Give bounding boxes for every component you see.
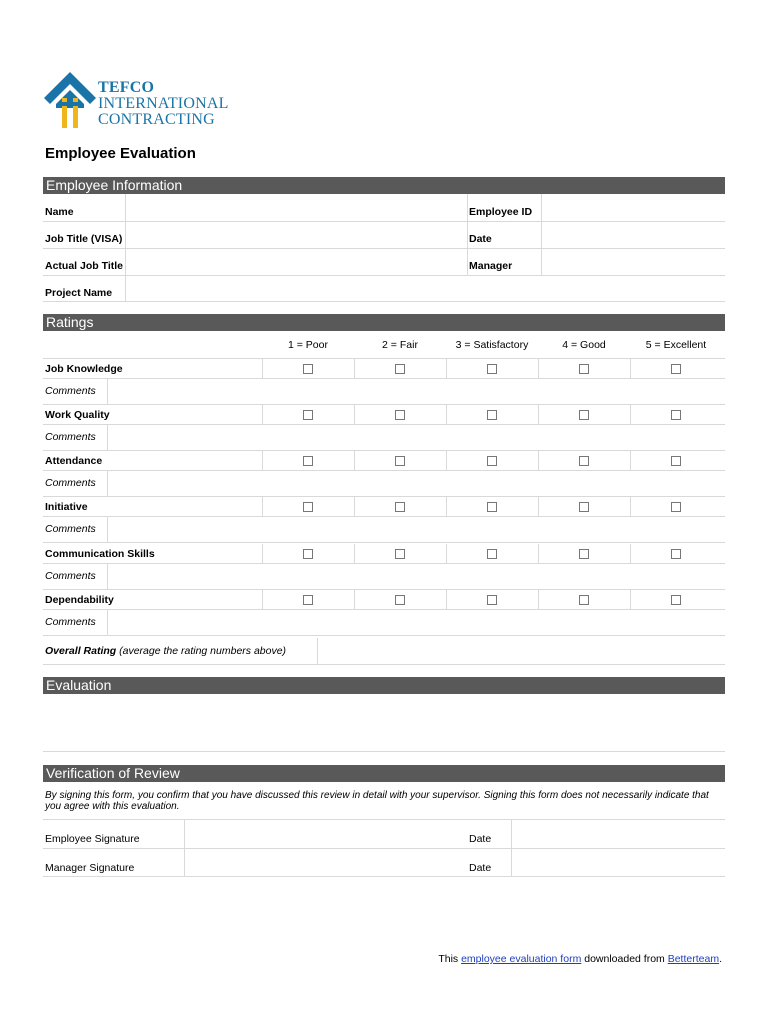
comments-field-dependability[interactable] xyxy=(108,610,724,636)
divider xyxy=(43,275,725,276)
divider xyxy=(43,664,725,665)
rating-checkbox-dependability-4[interactable] xyxy=(579,595,589,605)
evaluation-heading: Evaluation xyxy=(46,677,112,693)
divider xyxy=(538,497,539,516)
evaluation-text-area[interactable] xyxy=(43,695,725,751)
date-field[interactable] xyxy=(542,221,724,248)
divider xyxy=(43,542,725,543)
divider xyxy=(446,590,447,609)
divider xyxy=(538,590,539,609)
divider xyxy=(43,404,725,405)
rating-checkbox-job-knowledge-4[interactable] xyxy=(579,364,589,374)
divider xyxy=(538,359,539,378)
divider xyxy=(354,497,355,516)
divider xyxy=(630,451,631,470)
rating-label-attendance: Attendance xyxy=(45,455,103,467)
scale-header-3: 3 = Satisfactory xyxy=(455,339,529,351)
rating-checkbox-communication-skills-1[interactable] xyxy=(303,549,313,559)
manager-signature-date-label: Date xyxy=(469,862,492,874)
rating-checkbox-initiative-3[interactable] xyxy=(487,502,497,512)
divider xyxy=(354,544,355,563)
actual-job-title-field[interactable] xyxy=(126,248,467,275)
divider xyxy=(446,451,447,470)
rating-checkbox-job-knowledge-2[interactable] xyxy=(395,364,405,374)
rating-checkbox-attendance-4[interactable] xyxy=(579,456,589,466)
scale-header-5: 5 = Excellent xyxy=(645,339,707,351)
divider xyxy=(262,405,263,424)
house-logo-icon xyxy=(44,72,96,132)
logo-line-2: INTERNATIONAL xyxy=(98,95,229,112)
comments-label: Comments xyxy=(45,570,96,582)
employee-signature-date-label: Date xyxy=(469,833,492,845)
comments-field-work-quality[interactable] xyxy=(108,425,724,451)
divider xyxy=(630,544,631,563)
project-name-field[interactable] xyxy=(126,275,724,302)
rating-label-work-quality: Work Quality xyxy=(45,409,110,421)
betterteam-link[interactable]: Betterteam xyxy=(667,953,720,965)
divider xyxy=(354,590,355,609)
overall-rating-field[interactable] xyxy=(318,638,724,664)
rating-checkbox-dependability-5[interactable] xyxy=(671,595,681,605)
divider xyxy=(43,221,725,222)
divider xyxy=(446,497,447,516)
employee-signature-label: Employee Signature xyxy=(45,833,140,845)
divider xyxy=(262,451,263,470)
employee-id-label: Employee ID xyxy=(469,206,533,218)
rating-checkbox-communication-skills-2[interactable] xyxy=(395,549,405,559)
rating-checkbox-job-knowledge-1[interactable] xyxy=(303,364,313,374)
rating-checkbox-dependability-2[interactable] xyxy=(395,595,405,605)
job-title-label: Job Title (VISA) xyxy=(45,233,123,245)
divider xyxy=(511,820,512,876)
manager-field[interactable] xyxy=(542,248,724,275)
rating-checkbox-attendance-3[interactable] xyxy=(487,456,497,466)
divider xyxy=(262,544,263,563)
verification-header xyxy=(43,765,725,782)
job-title-field[interactable] xyxy=(126,221,467,248)
rating-checkbox-work-quality-5[interactable] xyxy=(671,410,681,420)
employee-info-heading: Employee Information xyxy=(46,177,183,193)
rating-checkbox-communication-skills-5[interactable] xyxy=(671,549,681,559)
divider xyxy=(43,450,725,451)
rating-checkbox-attendance-5[interactable] xyxy=(671,456,681,466)
footer-prefix: This xyxy=(438,953,459,965)
divider xyxy=(541,194,542,275)
scale-header-2: 2 = Fair xyxy=(382,339,418,351)
divider xyxy=(467,194,468,275)
employee-evaluation-form-link[interactable]: employee evaluation form xyxy=(461,953,582,965)
ratings-header xyxy=(43,314,725,331)
rating-checkbox-work-quality-2[interactable] xyxy=(395,410,405,420)
rating-checkbox-work-quality-4[interactable] xyxy=(579,410,589,420)
logo-line-3: CONTRACTING xyxy=(98,111,215,128)
comments-label: Comments xyxy=(45,616,96,628)
divider xyxy=(43,248,725,249)
scale-header-1: 1 = Poor xyxy=(288,339,328,351)
divider xyxy=(43,751,725,752)
divider xyxy=(630,405,631,424)
manager-signature-date-field[interactable] xyxy=(512,849,724,877)
manager-signature-label: Manager Signature xyxy=(45,862,135,874)
overall-rating-label xyxy=(45,645,286,657)
rating-label-communication-skills: Communication Skills xyxy=(45,548,155,560)
divider xyxy=(630,590,631,609)
divider xyxy=(538,405,539,424)
evaluation-header xyxy=(43,677,725,694)
rating-checkbox-dependability-3[interactable] xyxy=(487,595,497,605)
comments-field-communication-skills[interactable] xyxy=(108,564,724,590)
employee-info-header xyxy=(43,177,725,194)
manager-signature-field[interactable] xyxy=(185,849,467,877)
divider xyxy=(43,876,725,877)
divider xyxy=(538,451,539,470)
divider xyxy=(43,358,725,359)
rating-checkbox-job-knowledge-3[interactable] xyxy=(487,364,497,374)
name-field[interactable] xyxy=(126,194,467,221)
employee-signature-field[interactable] xyxy=(185,820,467,848)
company-logo xyxy=(44,72,229,132)
divider xyxy=(262,497,263,516)
rating-checkbox-job-knowledge-5[interactable] xyxy=(671,364,681,374)
divider xyxy=(262,590,263,609)
rating-checkbox-dependability-1[interactable] xyxy=(303,595,313,605)
employee-id-field[interactable] xyxy=(542,194,724,221)
overall-rating-note: (average the rating numbers above) xyxy=(119,645,287,657)
comments-label: Comments xyxy=(45,431,96,443)
divider xyxy=(43,589,725,590)
divider xyxy=(43,496,725,497)
rating-checkbox-communication-skills-4[interactable] xyxy=(579,549,589,559)
rating-label-job-knowledge: Job Knowledge xyxy=(45,363,123,375)
rating-checkbox-initiative-2[interactable] xyxy=(395,502,405,512)
divider xyxy=(262,359,263,378)
divider xyxy=(354,359,355,378)
divider xyxy=(446,359,447,378)
page-title: Employee Evaluation xyxy=(45,145,196,162)
comments-label: Comments xyxy=(45,477,96,489)
divider xyxy=(125,194,126,301)
manager-label: Manager xyxy=(469,260,513,272)
rating-checkbox-attendance-1[interactable] xyxy=(303,456,313,466)
rating-checkbox-communication-skills-3[interactable] xyxy=(487,549,497,559)
rating-checkbox-initiative-5[interactable] xyxy=(671,502,681,512)
divider xyxy=(446,405,447,424)
footer-suffix: . xyxy=(719,953,722,965)
divider xyxy=(317,638,318,664)
verification-statement: By signing this form, you confirm that you have discussed this review in detail with your supervisor. Signing this form does not necessarily indicate that you agree with this evaluation. xyxy=(45,790,709,812)
verification-heading: Verification of Review xyxy=(46,765,180,781)
rating-checkbox-work-quality-1[interactable] xyxy=(303,410,313,420)
rating-label-initiative: Initiative xyxy=(45,501,88,513)
comments-label: Comments xyxy=(45,523,96,535)
footer xyxy=(438,953,722,965)
rating-checkbox-attendance-2[interactable] xyxy=(395,456,405,466)
overall-rating-title: Overall Rating xyxy=(45,645,117,657)
divider xyxy=(630,359,631,378)
divider xyxy=(43,635,725,636)
footer-middle: downloaded from xyxy=(584,953,665,965)
divider xyxy=(354,405,355,424)
name-label: Name xyxy=(45,206,74,218)
divider xyxy=(446,544,447,563)
actual-job-title-label: Actual Job Title xyxy=(45,260,123,272)
date-label: Date xyxy=(469,233,492,245)
divider xyxy=(630,497,631,516)
comments-field-job-knowledge[interactable] xyxy=(108,379,724,405)
logo-line-1: TEFCO xyxy=(98,79,155,96)
scale-header-4: 4 = Good xyxy=(562,339,606,351)
divider xyxy=(43,301,725,302)
rating-checkbox-initiative-4[interactable] xyxy=(579,502,589,512)
comments-field-attendance[interactable] xyxy=(108,471,724,497)
comments-field-initiative[interactable] xyxy=(108,517,724,543)
employee-signature-date-field[interactable] xyxy=(512,820,724,848)
divider xyxy=(184,820,185,876)
rating-checkbox-work-quality-3[interactable] xyxy=(487,410,497,420)
comments-label: Comments xyxy=(45,385,96,397)
rating-checkbox-initiative-1[interactable] xyxy=(303,502,313,512)
divider xyxy=(354,451,355,470)
project-name-label: Project Name xyxy=(45,287,113,299)
rating-label-dependability: Dependability xyxy=(45,594,114,606)
divider xyxy=(538,544,539,563)
ratings-heading: Ratings xyxy=(46,314,94,330)
